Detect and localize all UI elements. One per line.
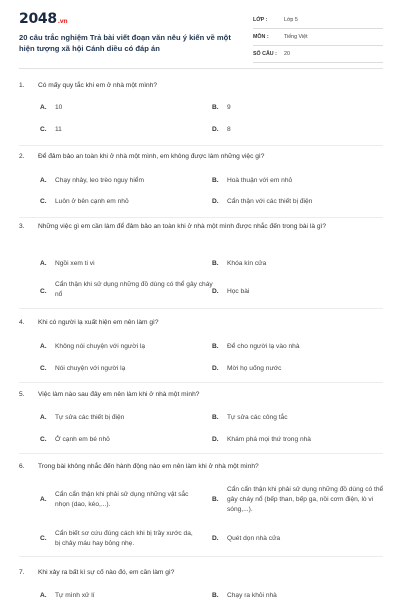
meta-label: SỐ CÂU : [253,51,277,57]
question-7-text: 7. Khi xảy ra bất kì sự cố nào đó, em cần làm gì? [19,569,175,576]
meta-value: 20 [284,51,290,57]
question-divider [19,453,383,454]
question-3-text: 3. Những việc gì em cần làm để đảm bảo an toàn khi ở nhà một mình được nhắc đến trong bài là gì? [19,223,326,230]
logo-suffix-text: .vn [57,18,68,25]
question-6-text: 6. Trong bài không nhắc đến hành động nào em nên làm khi ở nhà một mình? [19,463,259,470]
question-divider [19,382,383,383]
question-divider [19,217,383,218]
question-1-text: 1. Có mấy quy tắc khi em ở nhà một mình? [19,82,158,89]
question-2-text: 2. Để đảm bảo an toàn khi ở nhà một mình, em không được làm những việc gì? [19,153,265,160]
meta-value: Tiếng Việt [284,34,308,40]
question-list: 1. Có mấy quy tắc khi em ở nhà một mình? A. 10 B. 9 C. 11 D. 8 2. Để đảm bảo an toàn khi ở nhà một mình, em không được làm những việc gì? A. Chạy nhảy, leo trèo nguy hiểm B. Hoà thuận với em nhỏ C. Luôn ở bên cạnh em nhỏ D. Cẩn thận với các thiết bị điện 3. Những việc gì em cần làm để đảm bảo an toàn khi ở nhà một mình được nhắc đến trong bài là gì? A. Ngồi xem ti vi B. Khóa kín cửa C. Cẩn thận khi sử dụng những đồ dùng có thể gây cháy nổ D. Học bài 4. Khi có người lạ xuất hiện em nên làm gì? A. Không nói chuyện với người lạ B. Để cho người lạ vào nhà C. Nói chuyện với người lạ D. Mời họ uống nước 5. Việc làm nào sau đây em nên làm khi ở nhà một mình? A. Tự sửa các thiết bị điện B. Tự sửa các công tắc C. Ở cạnh em bé nhỏ D. Khám phá mọi thứ trong nhà 6. Trong bài không nhắc đến hành động nào em nên làm khi ở nhà một mình? A. Cẩn cẩn thận khi phải sử dụng những vật sắc nhọn (dao, kéo,...). B. Cẩn cẩn thận khi phải sử dụng những đồ dùng có thể gây cháy nổ (bếp than, bếp ga, nồi cơm điện, lò vi sóng,...). C. Cẩn biết sơ cứu đúng cách khi bị trầy xước da, bị chảy máu hay bỏng nhẹ. D. Quét dọn nhà cửa 7. Khi xảy ra bất kì sự cố nào đó, em cần làm gì? A. Tự mình xử lí B. Chạy ra khỏi nhà [19,82,384,599]
question-divider [19,145,383,146]
question-4-text: 4. Khi có người lạ xuất hiện em nên làm gì? [19,319,159,326]
question-divider [19,308,383,309]
page-title: 20 câu trắc nghiệm Trả bài viết đoạn văn nêu ý kiến về một hiện tượng xã hội Cánh diều có đáp án [19,33,231,53]
question-5-text: 5. Việc làm nào sau đây em nên làm khi ở nhà một mình? [19,391,200,398]
question-divider [19,556,383,557]
meta-label: MÔN : [253,34,269,40]
meta-label: LỚP : [253,17,268,23]
meta-value: Lớp 5 [284,17,298,23]
logo-main-text: 2048 [19,11,57,27]
